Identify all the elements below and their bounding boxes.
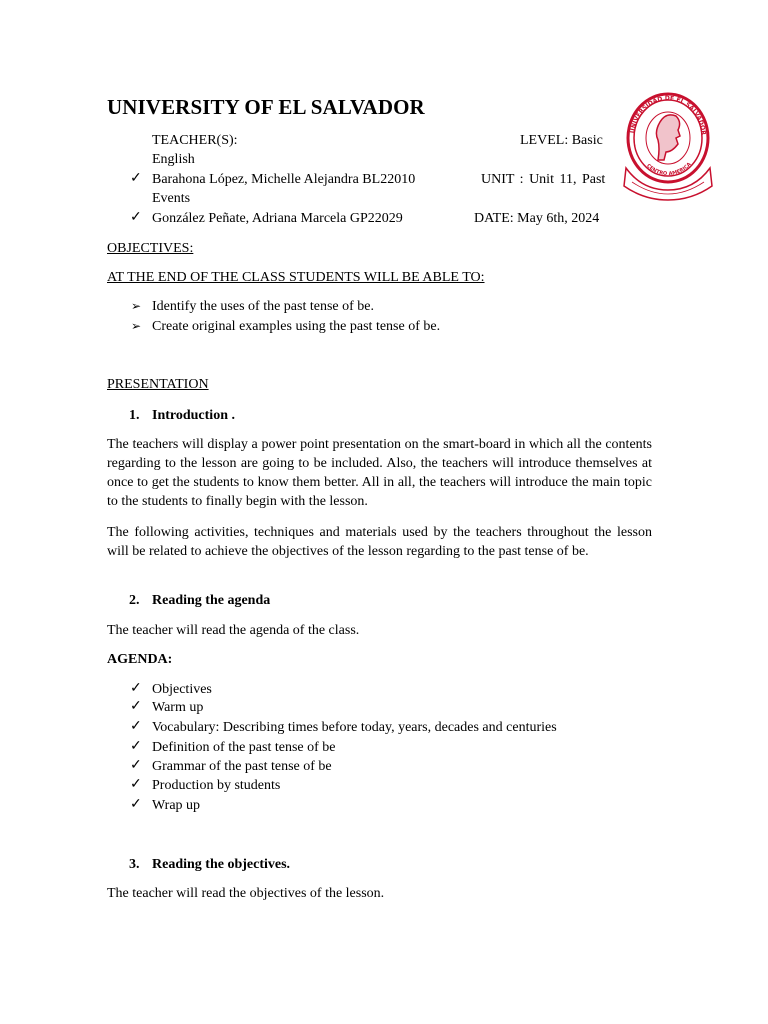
check-icon: ✓ xyxy=(130,797,142,812)
section-title-introduction: Introduction . xyxy=(152,408,235,423)
agenda-item: Definition of the past tense of be xyxy=(152,740,336,755)
introduction-paragraph: The teachers will display a power point presentation on the smart-board in which all the contents regarding to the lesson are going to be included. Also, the teachers will introduce themselves at once to get the students to know them better. All in all, the teachers will introduce the main topic to the students to finally begin with the lesson. xyxy=(107,437,652,509)
presentation-heading: PRESENTATION xyxy=(107,377,209,392)
svg-text:UNIVERSIDAD DE EL SALVADOR: UNIVERSIDAD DE EL SALVADOR xyxy=(629,94,707,136)
document-title: UNIVERSITY OF EL SALVADOR xyxy=(107,95,425,119)
arrow-bullet-icon: ➢ xyxy=(131,319,142,333)
unit-continuation: Events xyxy=(152,191,191,206)
objectives-subheading: AT THE END OF THE CLASS STUDENTS WILL BE ABLE TO: xyxy=(107,270,485,285)
agenda-item: Grammar of the past tense of be xyxy=(152,759,332,774)
university-seal-icon xyxy=(622,90,714,202)
arrow-bullet-icon: ➢ xyxy=(131,299,142,313)
level-label: LEVEL: Basic xyxy=(520,133,603,148)
objective-item: Create original examples using the past tense of be. xyxy=(152,319,441,334)
check-icon: ✓ xyxy=(130,210,142,225)
agenda-item: Production by students xyxy=(152,778,281,793)
section-number: 2. xyxy=(129,593,140,608)
agenda-item: Warm up xyxy=(152,700,204,715)
svg-text:CENTRO AMERICA: CENTRO AMERICA xyxy=(645,161,693,178)
agenda-item: Vocabulary: Describing times before today, years, decades and centuries xyxy=(152,720,557,735)
check-icon: ✓ xyxy=(130,739,142,754)
check-icon: ✓ xyxy=(130,719,142,734)
agenda-item: Wrap up xyxy=(152,798,201,813)
teacher-label: TEACHER(S): xyxy=(152,133,238,148)
section-title-agenda: Reading the agenda xyxy=(152,593,271,608)
objectives-heading: OBJECTIVES: xyxy=(107,241,194,256)
section-title-objectives: Reading the objectives. xyxy=(152,857,291,872)
check-icon: ✓ xyxy=(130,777,142,792)
teacher-name-2: González Peñate, Adriana Marcela GP22029 xyxy=(152,211,403,226)
check-icon: ✓ xyxy=(130,699,142,714)
level-continuation: English xyxy=(152,152,195,167)
activities-paragraph: The following activities, techniques and materials used by the teachers throughout the lesson will be related to achieve the objectives of the lesson regarding to the past tense of be. xyxy=(107,525,652,559)
check-icon: ✓ xyxy=(130,758,142,773)
date-label: DATE: May 6th, 2024 xyxy=(474,211,600,226)
check-icon: ✓ xyxy=(130,171,142,186)
teacher-name-1: Barahona López, Michelle Alejandra BL22010 xyxy=(152,172,416,187)
objective-item: Identify the uses of the past tense of be. xyxy=(152,299,374,314)
agenda-heading: AGENDA: xyxy=(107,652,173,667)
objectives-reading-paragraph: The teacher will read the objectives of the lesson. xyxy=(107,886,385,901)
section-number: 1. xyxy=(129,408,140,423)
check-icon: ✓ xyxy=(130,681,142,696)
agenda-item: Objectives xyxy=(152,682,212,697)
unit-label: UNIT : Unit 11, Past xyxy=(481,172,606,187)
agenda-intro-paragraph: The teacher will read the agenda of the class. xyxy=(107,623,360,638)
section-number: 3. xyxy=(129,857,140,872)
